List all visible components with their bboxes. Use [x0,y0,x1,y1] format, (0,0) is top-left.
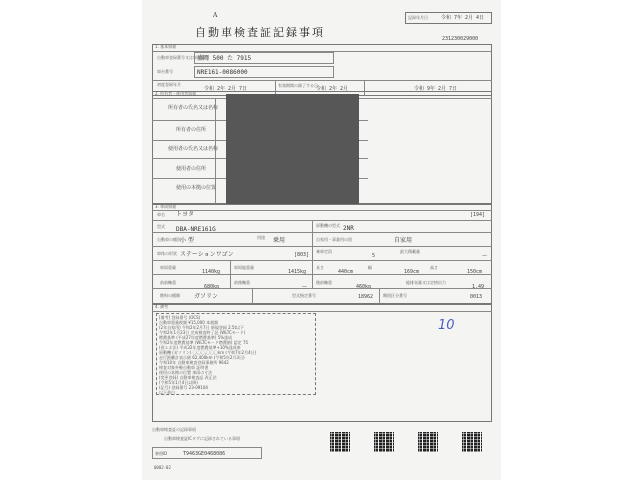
user-address-label: 使用者の住所 [176,166,207,172]
user-name-label: 使用者の氏名又は名称 [168,146,219,152]
displacement-value: 1.49 [472,284,485,290]
remark-line: 検査対象外軽自動車 証明書 [159,365,209,370]
first-reg-value: 令和 2年 2月 7日 [204,86,248,92]
certificate-paper [142,0,501,480]
remark-line: [備考] 登録番号 (OCS) [159,315,201,320]
category-label: 類別区分番号 [383,293,407,298]
remark-line: 走行距離計表示値 62,400km (令和5年2月3日) [159,355,245,360]
axle-ff-value: 680kg [204,284,220,290]
axle-ff-label: 前前軸重 [160,280,176,285]
section3-heading: 3. 車両情報 [155,204,177,209]
reference-id-value: T9463GE0468086 [183,451,226,457]
personal-info-redaction [226,94,359,204]
purpose-label: 自家用・事業用の別 [316,237,352,242]
chassis-box [194,66,334,78]
fuel-label: 燃料の種類 [160,293,180,298]
owner-address-label: 所有者の住所 [176,127,207,133]
max-load-label: 最大積載量 [400,249,420,254]
remark-line: 燃費基準 (平成27年度燃費基準) 5%達成 [159,335,233,340]
expiry-label: 有効期間の満了する日 [278,83,318,88]
section4-heading: 4. 備考 [155,304,169,309]
displacement-label: 総排気量又は定格出力 [406,280,446,285]
type-approval-label: 型式指定番号 [292,293,316,298]
height-value: 150cm [467,269,483,275]
length-value: 440cm [338,269,354,275]
axle-fr-label: 前後軸重 [234,280,250,285]
weight-label: 車両重量 [160,265,176,270]
max-load-value: — [482,253,487,259]
reference-id-box [152,447,262,459]
type-approval-value: 18962 [358,294,374,300]
maker-label: 車名 [157,212,165,217]
qr-code-1 [330,432,350,452]
category-value: 0013 [470,294,483,300]
remark-line: (省エネ法) 平成32年度燃費基準+10%達成車 [159,345,241,350]
document-title: 自動車検査証記録事項 [195,26,325,39]
qr-code-4 [462,432,482,452]
length-label: 長さ [316,265,324,270]
maker-value: トヨタ [176,211,195,218]
body-value: ステーションワゴン [180,251,234,258]
weight-value: 1140kg [202,269,221,275]
model-value: DBA-NRE161G [176,226,216,233]
kind-value: 小 型 [180,237,194,244]
issue-date-box [405,12,492,24]
expiry-value: 令和 9年 2月 7日 [414,86,458,92]
reg-number-box [194,52,334,64]
use-label: 用途 [257,235,265,240]
qr-code-2 [374,432,394,452]
fuel-value: ガソリン [194,293,219,300]
issue-date-value: 令和 7年 2月 4日 [441,15,485,21]
reference-id-label: 参照ID [155,451,168,456]
kind-label: 自動車の種別 [157,237,181,242]
remark-line: (2年自家用) 令和2年2月7日 新規登録 2.5t以下 [159,325,245,330]
footer-info-sub: 自動車検査証ICタグに記録されている事項 [164,436,240,441]
gross-weight-label: 車両総重量 [234,265,254,270]
remark-line: 令和2年1月23日 完成検査終了証 (WLTCモード) [159,330,246,335]
gross-weight-value: 1415kg [288,269,307,275]
form-code: 0002-02 [154,465,171,470]
use-value: 乗用 [273,237,286,244]
height-label: 高さ [430,265,438,270]
capacity-value: 5 [372,253,376,259]
axle-fr-value: — [302,284,307,290]
purpose-value: 自家用 [394,237,413,244]
engine-value: 2NR [343,225,354,232]
issue-date-label: 記録年月日 [408,15,428,20]
section2-heading: 2. 所有者・使用者情報 [155,91,197,96]
first-reg-label: 初度登録年月 [157,82,181,87]
base-location-label: 使用の本拠の位置 [176,185,217,191]
remark-line: 令和2年度燃費基準 (WLTCモード燃費値) 認定 75 [159,340,249,345]
chassis-label: 車台番号 [157,69,173,74]
reg-number-value: 盛岡 500 た 7915 [197,55,252,62]
header-mark: A [213,12,218,19]
remark-line: 令和10年 自動車検査登録事務所 9642 [159,360,229,365]
maker-code: [194] [470,212,486,218]
remark-line: (記号) 登録番号 23-09104 [159,385,208,390]
handwritten-note: 10 [438,318,455,333]
model-label: 型式 [157,224,165,229]
mid-date-value: 令和 2年 2月 [316,86,349,92]
footer-info-label: 自動車検査証の記録事項 [152,427,196,432]
width-value: 169cm [404,269,420,275]
remark-line: 以下余白 [159,390,175,395]
axle-rf-value: 460kg [356,284,372,290]
remark-line: (変更登録) 自動車検査証 改正法 [159,375,217,380]
engine-label: 原動機の型式 [316,223,340,228]
owner-name-label: 所有者の氏名又は名称 [168,105,219,111]
remark-line: (令和5年1月4日以降) [159,380,198,385]
chassis-value: NRE161-0086000 [197,69,248,76]
reg-number-label: 自動車登録番号又は車両番号 [157,55,209,60]
remark-line: 自動車重量税額 ¥15,000 本税額 [159,320,219,325]
remark-line: 使用の本拠の位置 車両の寸法 [159,370,213,375]
axle-rf-label: 後前軸重 [316,280,332,285]
capacity-label: 乗車定員 [316,249,332,254]
width-label: 幅 [368,265,372,270]
body-label: 車体の形状 [157,251,177,256]
qr-code-3 [418,432,438,452]
section1-heading: 1. 基本情報 [155,44,177,49]
remark-line: 原動機 (ガソリン) 〇〇〇,〇〇〇km (令和7年2月4日) [159,350,257,355]
body-code: [803] [294,252,310,258]
document-number: 231230029000 [442,36,479,42]
